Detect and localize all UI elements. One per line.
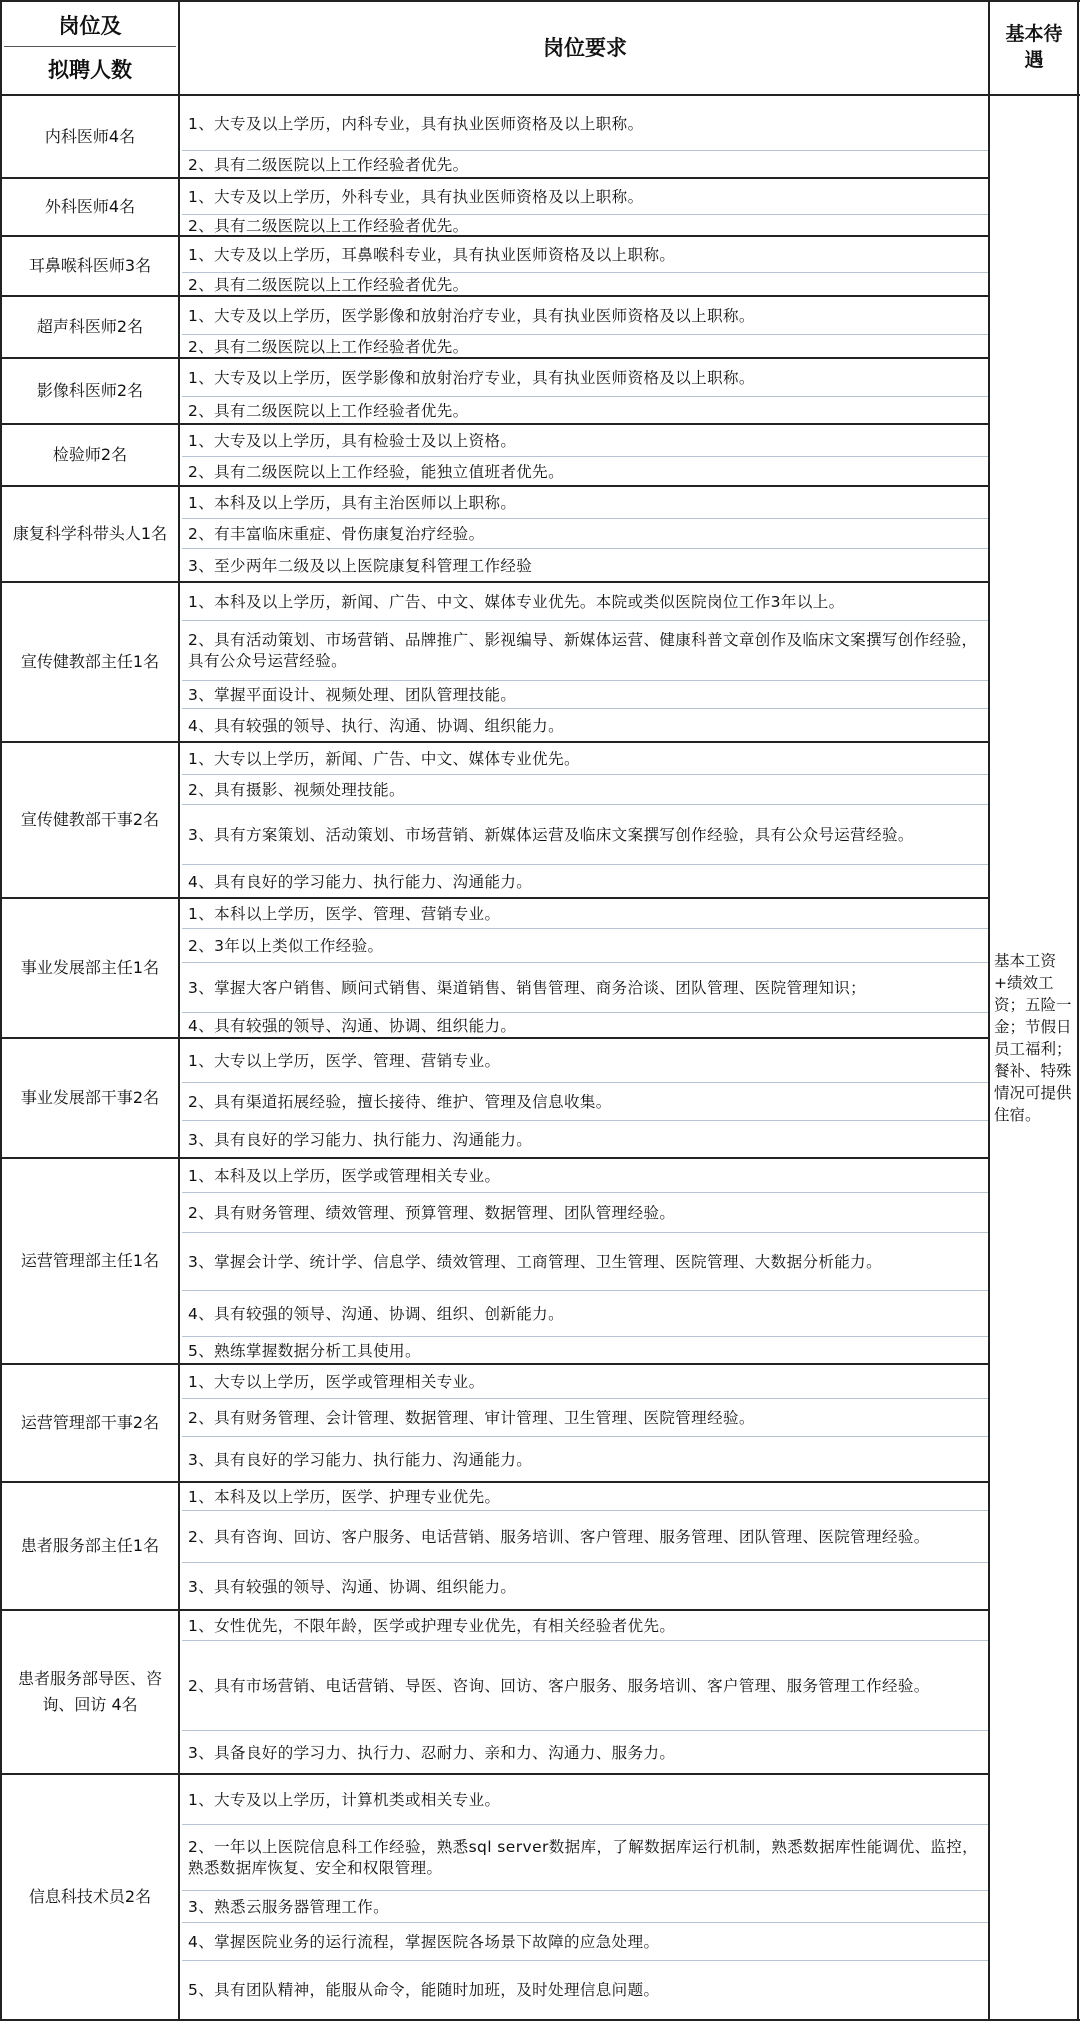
requirement-text: 3、至少两年二级及以上医院康复科管理工作经验 (188, 556, 533, 575)
requirement-item (182, 296, 988, 334)
requirement-text: 2、具有二级医院以上工作经验者优先。 (188, 401, 469, 420)
requirement-text: 2、具有二级医院以上工作经验者优先。 (188, 275, 469, 294)
requirement-item (182, 1774, 988, 1824)
requirement-item (182, 150, 988, 178)
header-position-divider (4, 46, 176, 47)
requirement-text: 2、具有二级医院以上工作经验者优先。 (188, 216, 469, 235)
requirement-text: 1、大专以上学历，新闻、广告、中文、媒体专业优先。 (188, 749, 580, 768)
position-cell: 外科医师4名 (44, 197, 136, 217)
requirement-text: 2、一年以上医院信息科工作经验，熟悉sql server数据库，了解数据库运行机制，熟悉数据库性能调优、监控，熟悉数据库恢复、安全和权限管理。 (188, 1838, 979, 1877)
header-requirements: 岗位要求 (543, 35, 627, 60)
requirement-item (182, 680, 988, 708)
requirement-item (182, 620, 988, 680)
requirement-item (182, 1038, 988, 1082)
requirement-text: 1、本科以上学历，医学、管理、营销专业。 (188, 904, 501, 923)
requirement-item (182, 1158, 988, 1192)
requirement-text: 3、熟悉云服务器管理工作。 (188, 1897, 390, 1916)
requirement-item (182, 178, 988, 214)
requirement-text: 5、具有团队精神，能服从命令，能随时加班，及时处理信息问题。 (188, 1981, 660, 1999)
requirement-text: 3、掌握会计学、统计学、信息学、绩效管理、工商管理、卫生管理、医院管理、大数据分析能力。 (188, 1252, 882, 1271)
divider-col1 (178, 0, 180, 2021)
requirement-text: 1、大专及以上学历，计算机类或相关专业。 (188, 1790, 501, 1809)
requirement-item (182, 962, 988, 1012)
requirement-text: 2、具有摄影、视频处理技能。 (188, 780, 405, 799)
requirement-text: 2、具有二级医院以上工作经验者优先。 (188, 337, 469, 356)
requirement-item (182, 236, 988, 272)
requirement-text: 4、具有较强的领导、沟通、协调、组织、创新能力。 (188, 1304, 564, 1323)
header-benefits (990, 2, 1078, 94)
requirement-text: 2、具有市场营销、电话营销、导医、咨询、回访、客户服务、服务培训、客户管理、服务管理工作经验。 (188, 1676, 930, 1695)
requirement-text: 1、女性优先，不限年龄，医学或护理专业优先，有相关经验者优先。 (188, 1616, 676, 1635)
position-cell: 信息科技术员2名 (28, 1886, 152, 1906)
position-cell: 事业发展部干事2名 (20, 1088, 160, 1108)
position-cell: 宣传健教部主任1名 (20, 652, 160, 672)
position-cell: 患者服务部主任1名 (20, 1536, 160, 1556)
benefits-text: 基本工资+绩效工资；五险一金；节假日员工福利；餐补、特殊情况可提供住宿。 (994, 952, 1072, 1124)
requirement-text: 3、掌握大客户销售、顾问式销售、渠道销售、销售管理、商务洽谈、团队管理、医院管理知识； (188, 978, 867, 997)
requirement-text: 4、具有较强的领导、执行、沟通、协调、组织能力。 (188, 716, 564, 735)
requirement-item (182, 1436, 988, 1482)
requirement-text: 4、掌握医院业务的运行流程，掌握医院各场景下故障的应急处理。 (188, 1932, 660, 1951)
requirement-text: 2、3年以上类似工作经验。 (188, 936, 384, 955)
requirement-item (182, 1120, 988, 1158)
requirement-text: 2、具有二级医院以上工作经验者优先。 (188, 155, 469, 174)
requirement-item (182, 1890, 988, 1922)
requirement-text: 2、具有二级医院以上工作经验，能独立值班者优先。 (188, 462, 564, 481)
requirement-text: 1、大专以上学历，医学或管理相关专业。 (188, 1372, 485, 1391)
requirement-item (182, 864, 988, 898)
requirement-item (182, 548, 988, 582)
requirement-item (182, 334, 988, 358)
requirement-item (182, 1398, 988, 1436)
header-position-line1: 岗位及 (58, 14, 122, 38)
header-benefits-line1: 基本待 (1005, 23, 1063, 46)
requirement-text: 1、大专及以上学历，内科专业，具有执业医师资格及以上职称。 (188, 114, 644, 133)
requirement-item (182, 1562, 988, 1610)
position-cell: 内科医师4名 (44, 127, 136, 147)
requirement-item (182, 1336, 988, 1364)
position-cell: 检验师2名 (52, 445, 128, 465)
position-cell: 运营管理部干事2名 (20, 1413, 160, 1433)
requirement-item (182, 96, 988, 150)
requirement-item (182, 898, 988, 928)
requirement-item (182, 1730, 988, 1774)
requirement-item (182, 804, 988, 864)
requirement-item (182, 1012, 988, 1038)
requirement-text: 3、具有较强的领导、沟通、协调、组织能力。 (188, 1577, 517, 1596)
requirement-item (182, 1960, 988, 2019)
requirement-text: 3、具有良好的学习能力、执行能力、沟通能力。 (188, 1130, 533, 1149)
requirement-item (182, 1482, 988, 1510)
position-cell: 康复科学科带头人1名 (12, 524, 168, 544)
requirement-text: 5、熟练掌握数据分析工具使用。 (188, 1341, 421, 1360)
position-cell: 影像科医师2名 (36, 381, 144, 401)
header-benefits-line2: 遇 (1024, 49, 1044, 71)
requirement-item (182, 774, 988, 804)
requirement-item (182, 1192, 988, 1232)
requirement-text: 2、具有财务管理、会计管理、数据管理、审计管理、卫生管理、医院管理经验。 (188, 1408, 755, 1427)
header-position (2, 2, 178, 94)
requirement-text: 1、大专及以上学历，具有检验士及以上资格。 (188, 431, 517, 450)
requirement-text: 2、有丰富临床重症、骨伤康复治疗经验。 (188, 524, 485, 543)
requirement-text: 1、大专及以上学历，耳鼻喉科专业，具有执业医师资格及以上职称。 (188, 245, 676, 264)
requirement-item (182, 396, 988, 424)
requirement-item (182, 582, 988, 620)
requirement-item (182, 272, 988, 296)
requirement-item (182, 1824, 988, 1890)
header-bottom (0, 94, 1080, 96)
requirement-item (182, 1290, 988, 1336)
requirement-text: 2、具有咨询、回访、客户服务、电话营销、服务培训、客户管理、服务管理、团队管理、医院管理经验。 (188, 1527, 930, 1546)
border-right (1077, 0, 1079, 2021)
benefits-cell (990, 950, 1078, 1180)
position-cell: 事业发展部主任1名 (20, 958, 160, 978)
requirement-text: 4、具有良好的学习能力、执行能力、沟通能力。 (188, 872, 533, 891)
requirement-item (182, 424, 988, 456)
requirement-item (182, 1232, 988, 1290)
requirement-item (182, 1922, 988, 1960)
requirement-text: 1、大专及以上学历，医学影像和放射治疗专业，具有执业医师资格及以上职称。 (188, 368, 755, 387)
position-cell: 患者服务部导医、咨询、回访 4名 (17, 1669, 162, 1714)
requirement-item (182, 358, 988, 396)
requirement-item (182, 708, 988, 742)
requirement-item (182, 1082, 988, 1120)
requirement-text: 2、具有活动策划、市场营销、品牌推广、影视编导、新媒体运营、健康科普文章创作及临床文案撰写创作经验，具有公众号运营经验。 (188, 631, 978, 670)
requirement-text: 1、大专及以上学历，医学影像和放射治疗专业，具有执业医师资格及以上职称。 (188, 306, 755, 325)
requirement-text: 3、具有方案策划、活动策划、市场营销、新媒体运营及临床文案撰写创作经验，具有公众号运营经验。 (188, 825, 914, 844)
requirement-text: 2、具有财务管理、绩效管理、预算管理、数据管理、团队管理经验。 (188, 1203, 676, 1222)
requirement-text: 1、本科及以上学历，医学、护理专业优先。 (188, 1487, 501, 1506)
requirement-text: 1、大专及以上学历，外科专业，具有执业医师资格及以上职称。 (188, 187, 644, 206)
border-left (0, 0, 2, 2021)
requirement-item (182, 456, 988, 486)
requirement-text: 3、具备良好的学习力、执行力、忍耐力、亲和力、沟通力、服务力。 (188, 1743, 676, 1762)
requirement-text: 3、掌握平面设计、视频处理、团队管理技能。 (188, 685, 517, 704)
requirement-text: 1、大专以上学历，医学、管理、营销专业。 (188, 1051, 501, 1070)
header-position-line2: 拟聘人数 (48, 58, 132, 82)
position-cell: 运营管理部主任1名 (20, 1251, 160, 1271)
requirement-text: 2、具有渠道拓展经验，擅长接待、维护、管理及信息收集。 (188, 1092, 612, 1111)
requirement-item (182, 1510, 988, 1562)
requirement-item (182, 518, 988, 548)
requirement-item (182, 214, 988, 236)
requirement-item (182, 742, 988, 774)
requirement-item (182, 928, 988, 962)
requirement-item (182, 1364, 988, 1398)
requirement-text: 1、本科及以上学历，医学或管理相关专业。 (188, 1166, 501, 1185)
position-cell: 超声科医师2名 (36, 317, 144, 337)
requirement-text: 4、具有较强的领导、沟通、协调、组织能力。 (188, 1016, 517, 1035)
requirement-text: 1、本科及以上学历，具有主治医师以上职称。 (188, 493, 517, 512)
position-cell: 宣传健教部干事2名 (20, 810, 160, 830)
requirement-text: 3、具有良好的学习能力、执行能力、沟通能力。 (188, 1450, 533, 1469)
requirement-item (182, 1640, 988, 1730)
requirement-item (182, 1610, 988, 1640)
divider-col2 (988, 0, 990, 2021)
position-cell: 耳鼻喉科医师3名 (28, 256, 152, 276)
requirement-text: 1、本科及以上学历，新闻、广告、中文、媒体专业优先。本院或类似医院岗位工作3年以上。 (188, 592, 845, 611)
border-top (0, 0, 1080, 2)
requirement-item (182, 486, 988, 518)
